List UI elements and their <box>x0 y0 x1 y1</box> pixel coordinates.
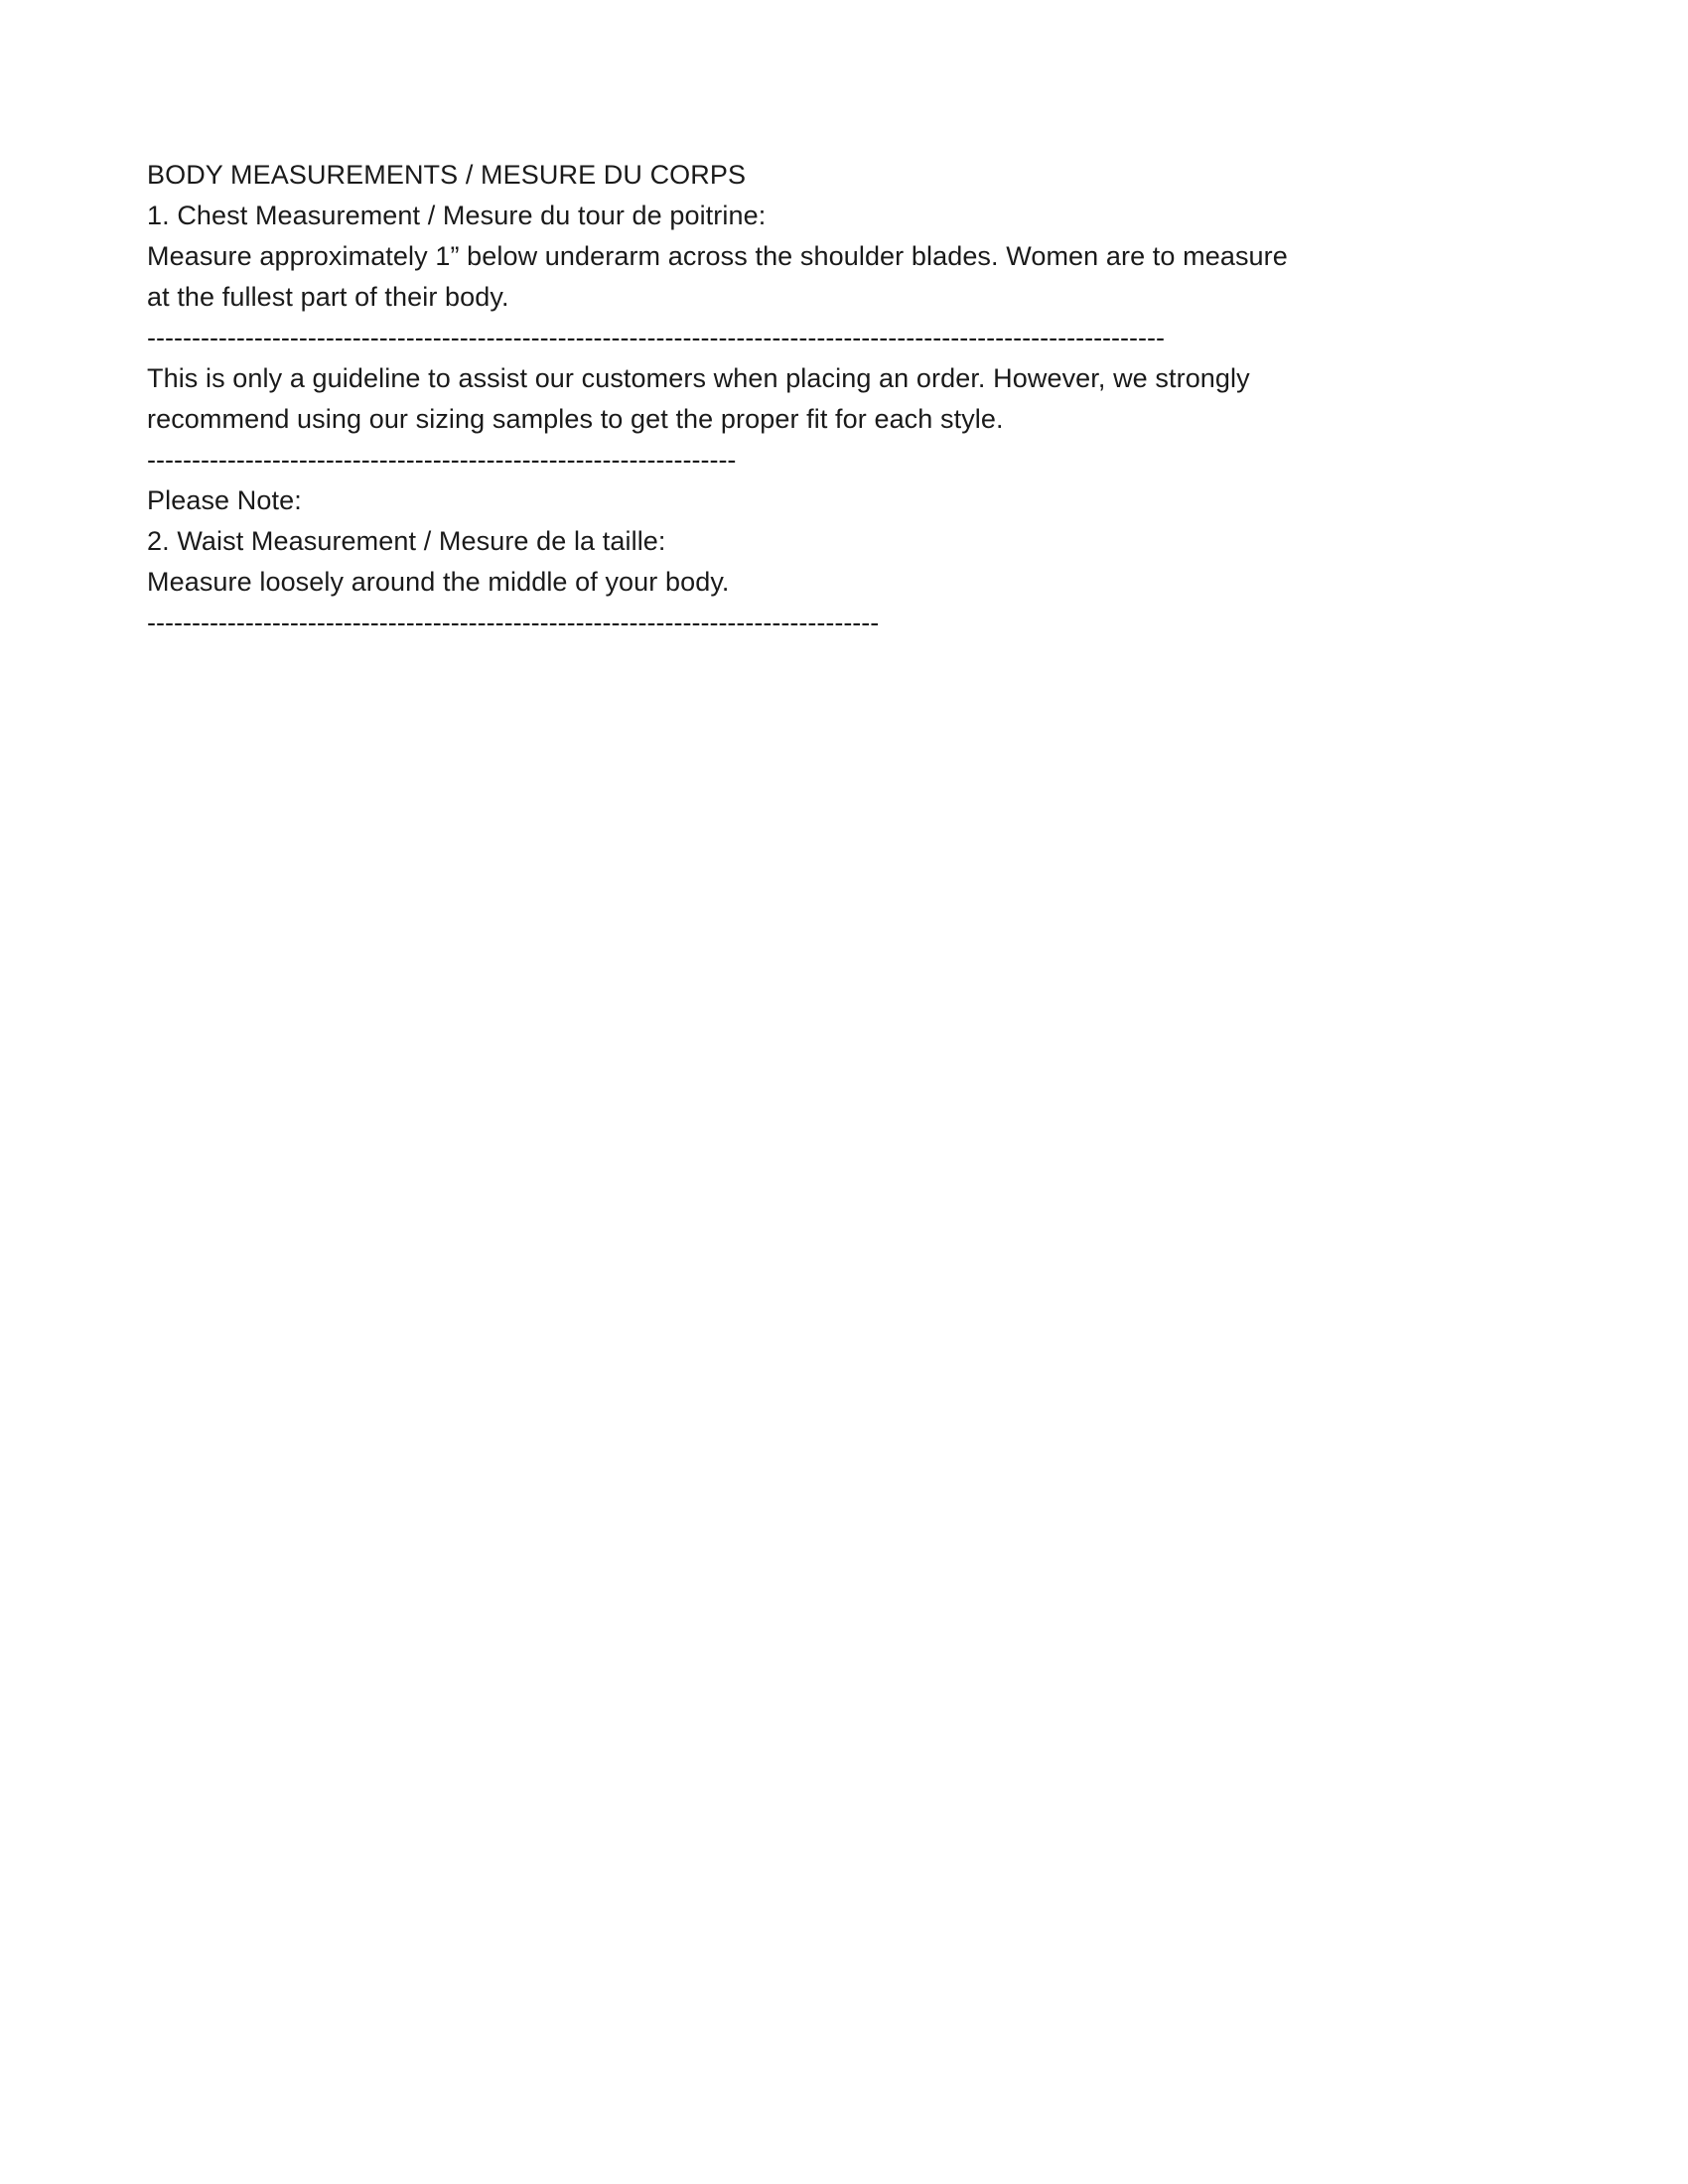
please-note-label: Please Note: <box>147 485 302 515</box>
chest-section-heading: 1. Chest Measurement / Mesure du tour de poitrine: <box>147 201 767 230</box>
divider-medium: ---------------------------------------------------------------------------------- <box>147 608 880 637</box>
guideline-note-line-2: recommend using our sizing samples to get the proper fit for each style. <box>147 404 1004 434</box>
document-content <box>147 155 1557 643</box>
waist-instruction: Measure loosely around the middle of your body. <box>147 567 730 597</box>
chest-instruction-line-2: at the fullest part of their body. <box>147 282 509 312</box>
waist-section-heading: 2. Waist Measurement / Mesure de la taille: <box>147 526 666 556</box>
guideline-note-line-1: This is only a guideline to assist our customers when placing an order. However, we strongly <box>147 363 1250 393</box>
document-title: BODY MEASUREMENTS / MESURE DU CORPS <box>147 160 747 190</box>
divider-long: ------------------------------------------------------------------------------------------------------------------ <box>147 323 1165 352</box>
chest-instruction-line-1: Measure approximately 1” below underarm across the shoulder blades. Women are to measure <box>147 241 1288 271</box>
divider-short: ------------------------------------------------------------------ <box>147 445 737 475</box>
